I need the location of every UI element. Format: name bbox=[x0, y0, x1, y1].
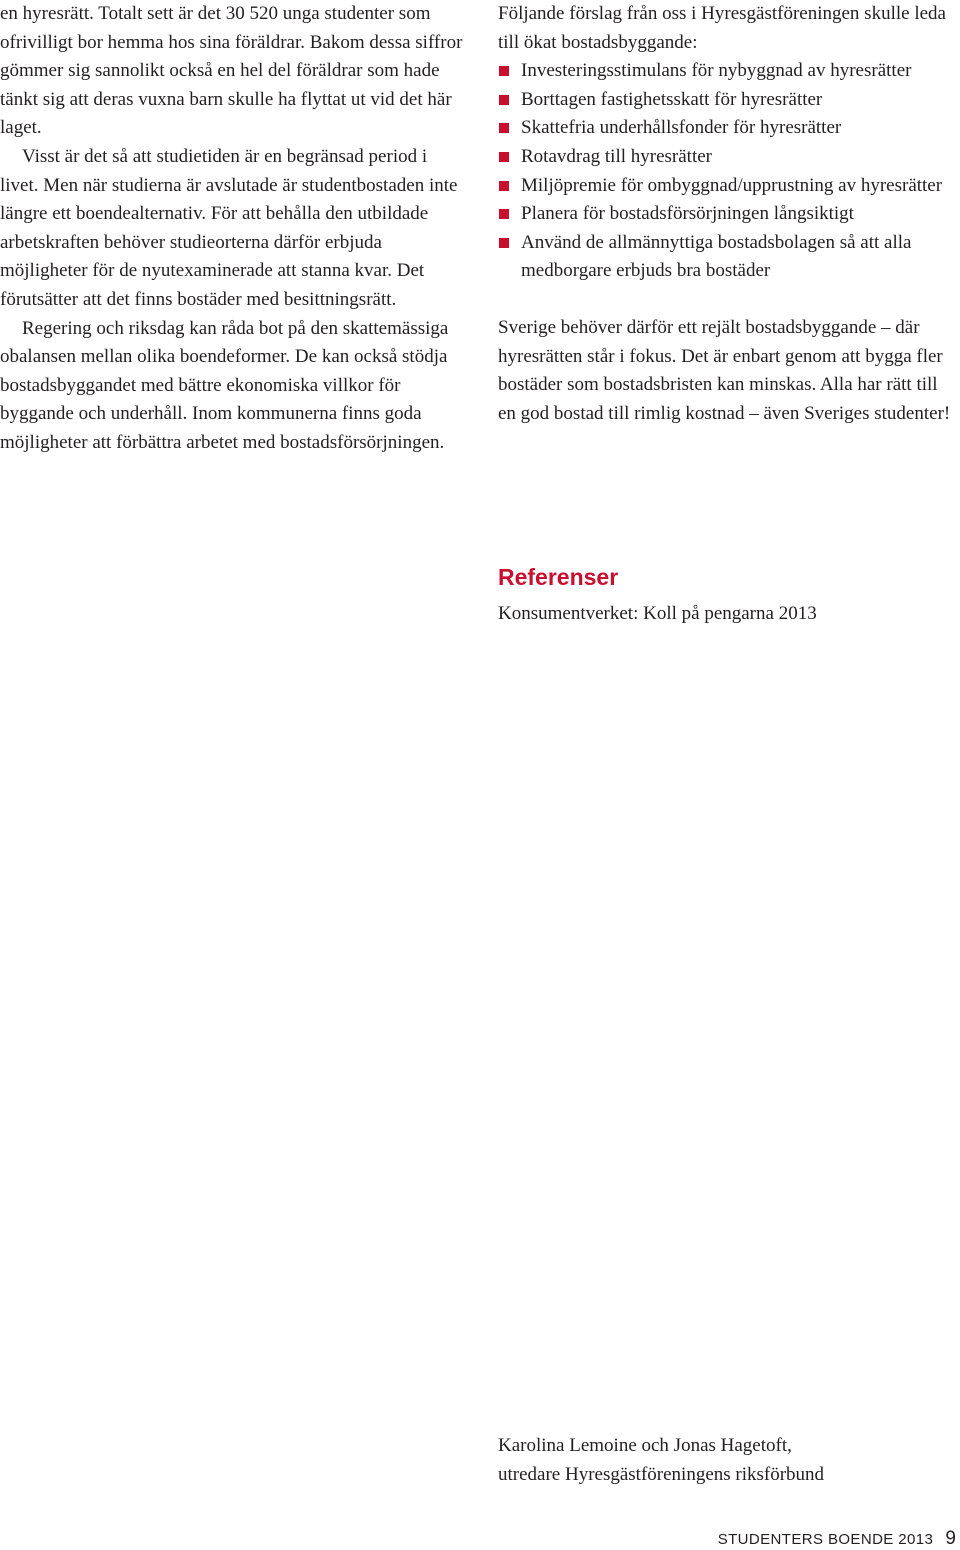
publication-title: STUDENTERS BOENDE 2013 bbox=[717, 1531, 934, 1548]
list-item bbox=[498, 200, 958, 229]
square-bullet-icon bbox=[499, 209, 509, 219]
reference-item: Konsumentverket: Koll på pengarna 2013 bbox=[498, 603, 817, 624]
list-item bbox=[498, 114, 958, 143]
list-item-text: Miljöpremie för ombyggnad/upprustning av hyresrätter bbox=[521, 174, 943, 196]
square-bullet-icon bbox=[499, 95, 509, 105]
list-item-text: Rotavdrag till hyresrätter bbox=[521, 145, 712, 167]
body-paragraph: en hyresrätt. Totalt sett är det 30 520 unga studenter som ofrivilligt bor hemma hos sina föräldrar. Bakom dessa siffror gömmer sig sannolikt också en hel del föräldrar som hade tänkt sig att deras vuxna barn skulle ha flyttat ut vid det här laget. bbox=[0, 3, 463, 139]
square-bullet-icon bbox=[499, 152, 509, 162]
square-bullet-icon bbox=[499, 238, 509, 248]
conclusion-paragraph: Sverige behöver därför ett rejält bostadsbyggande – där hyresrätten står i fokus. Det är enbart genom att bygga fler bostäder som bostadsbristen kan minskas. Alla har rätt till en god bostad till rimlig kostnad – även Sveriges studenter! bbox=[498, 316, 951, 424]
right-column bbox=[498, 0, 958, 428]
list-item-text: Borttagen fastighetsskatt för hyresrätter bbox=[521, 88, 823, 110]
list-item-text: Använd de allmännyttiga bostadsbolagen så att alla medborgare erbjuds bra bostäder bbox=[521, 231, 912, 282]
author-affiliation: utredare Hyresgästföreningens riksförbund bbox=[498, 1463, 825, 1485]
proposal-list bbox=[498, 57, 958, 286]
page-number: 9 bbox=[945, 1528, 956, 1549]
body-paragraph: Regering och riksdag kan råda bot på den skattemässiga obalansen mellan olika boendeformer. De kan också stödja bostadsbyggandet med bättre ekonomiska villkor för byggande och underhåll. Inom kommunerna finns goda möjligheter att förbättra arbetet med bostadsförsörjningen. bbox=[0, 317, 449, 453]
list-item bbox=[498, 57, 958, 86]
left-column bbox=[0, 0, 470, 458]
list-item bbox=[498, 86, 958, 115]
body-paragraph: Visst är det så att studietiden är en begränsad period i livet. Men när studierna är avslutade är studentbostaden inte längre ett boendealternativ. För att behålla den utbildade arbetskraften behöver studieorterna därför erbjuda möjligheter för de nyutexaminerade att stanna kvar. Det förutsätter att det finns bostäder med besittningsrätt. bbox=[0, 145, 458, 310]
list-item-text: Skattefria underhållsfonder för hyresrätter bbox=[521, 117, 842, 139]
author-names: Karolina Lemoine och Jonas Hagetoft, bbox=[498, 1435, 792, 1456]
references-heading: Referenser bbox=[498, 564, 619, 590]
list-item-text: Planera för bostadsförsörjningen långsiktigt bbox=[521, 203, 854, 225]
page-footer bbox=[718, 1528, 956, 1550]
list-item-text: Investeringsstimulans för nybyggnad av hyresrätter bbox=[521, 60, 912, 82]
list-item bbox=[498, 143, 958, 172]
list-item bbox=[498, 229, 958, 286]
proposal-intro: Följande förslag från oss i Hyresgästföreningen skulle leda till ökat bostadsbyggande: bbox=[498, 3, 946, 53]
author-signature bbox=[498, 1432, 824, 1489]
list-item bbox=[498, 172, 958, 201]
square-bullet-icon bbox=[499, 181, 509, 191]
spacer bbox=[498, 286, 958, 314]
square-bullet-icon bbox=[499, 123, 509, 133]
square-bullet-icon bbox=[499, 66, 509, 76]
